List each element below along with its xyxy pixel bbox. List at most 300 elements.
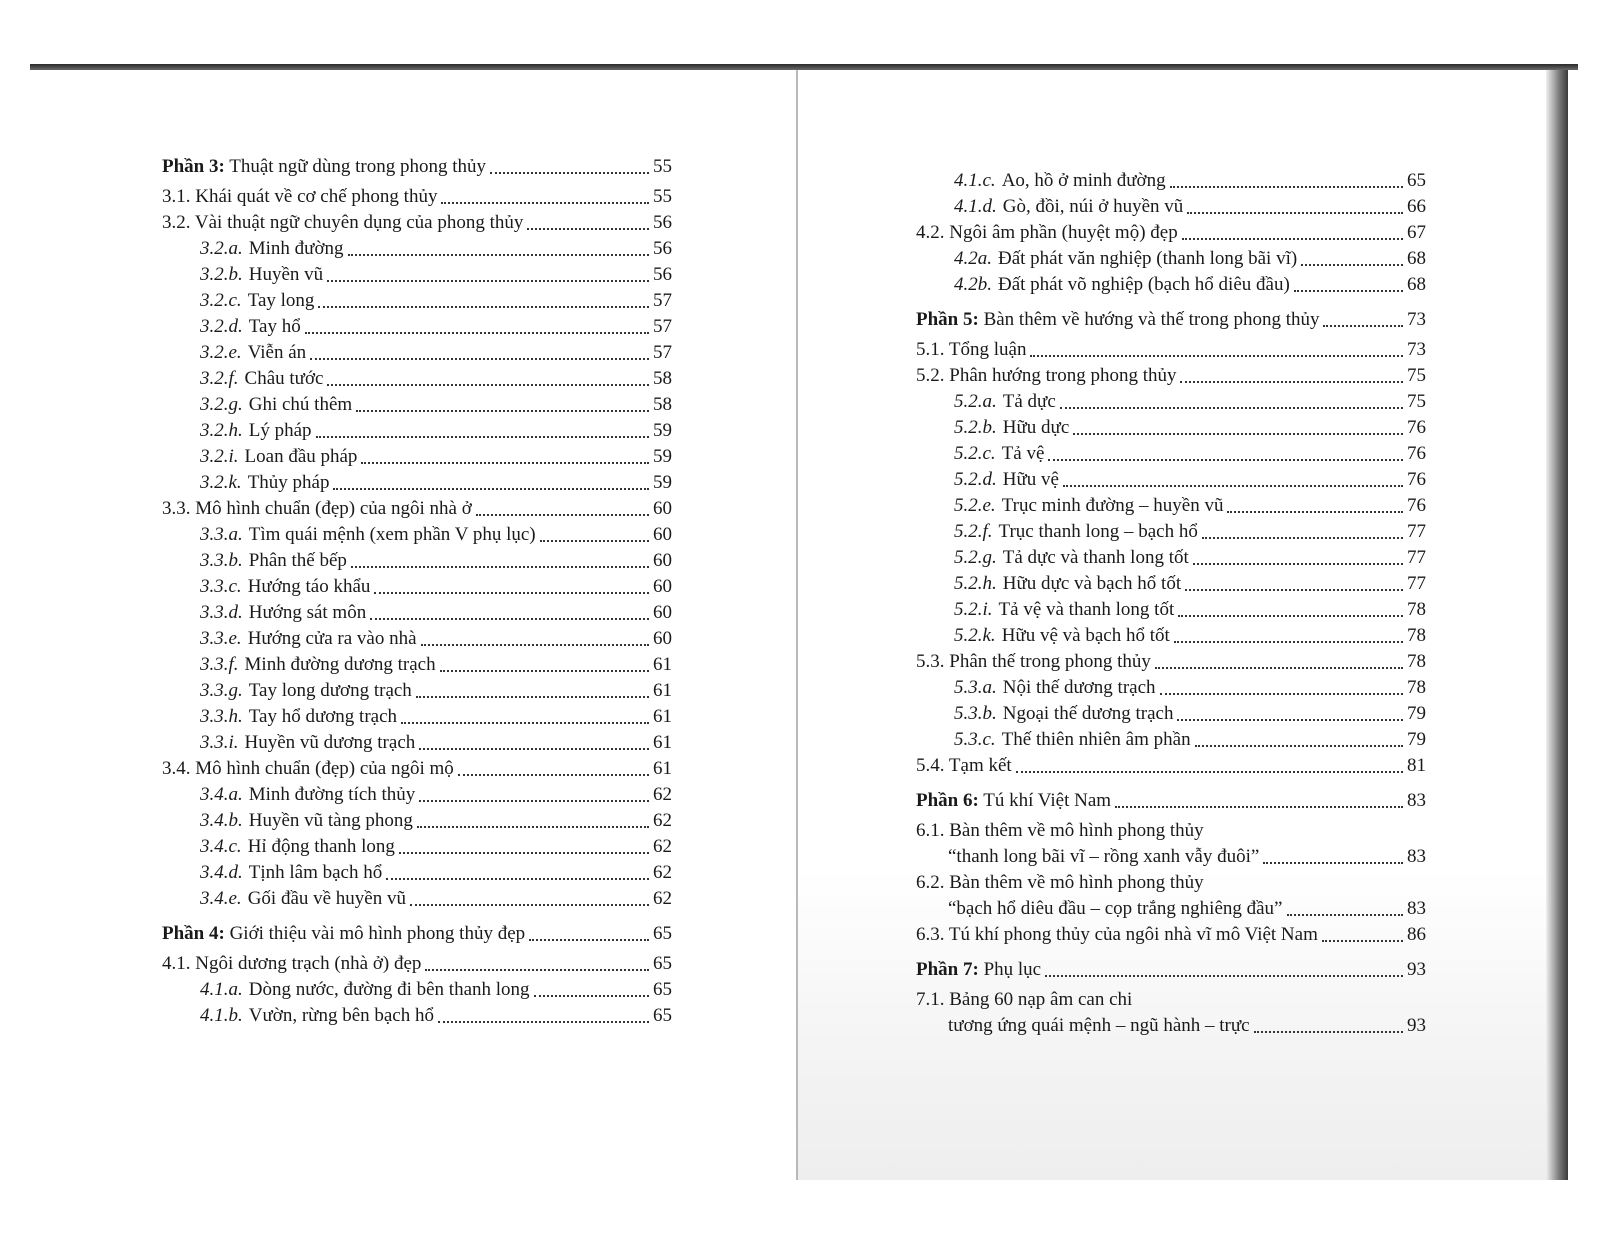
toc-entry-label — [954, 675, 1156, 701]
dot-leader — [1263, 862, 1403, 864]
dot-leader — [327, 280, 649, 282]
toc-entry-number: 3.3.a. — [200, 524, 243, 545]
toc-page-number: 73 — [1407, 309, 1426, 330]
toc-entry-label — [162, 756, 454, 782]
toc-page-number: 60 — [653, 524, 672, 545]
toc-entry-label — [200, 808, 413, 834]
toc-page-number: 56 — [653, 264, 672, 285]
dot-leader — [410, 904, 649, 906]
toc-entry-title: Trục minh đường – huyền vũ — [1001, 495, 1224, 516]
toc-page-number: 86 — [1407, 924, 1426, 945]
toc-entry-title: Thủy pháp — [247, 472, 330, 493]
toc-page-number: 83 — [1407, 898, 1426, 919]
toc-entry-title: 3.4. Mô hình chuẩn (đẹp) của ngôi mộ — [162, 758, 454, 779]
toc-entry-title: Dòng nước, đường đi bên thanh long — [248, 979, 530, 1000]
toc-page-number: 62 — [653, 888, 672, 909]
dot-leader — [399, 852, 649, 854]
toc-entry — [162, 548, 672, 574]
dot-leader — [540, 540, 649, 542]
toc-entry-title: Vườn, rừng bên bạch hổ — [248, 1005, 434, 1026]
dot-leader — [1182, 238, 1403, 240]
toc-entry — [916, 220, 1426, 246]
toc-entry-label — [200, 288, 314, 314]
dot-leader — [318, 306, 649, 308]
toc-entry-label — [200, 886, 406, 912]
toc-entry — [916, 441, 1426, 467]
toc-entry-number: 4.1.c. — [954, 170, 996, 191]
toc-entry-title: Hữu vệ và bạch hổ tốt — [1001, 625, 1170, 646]
toc-entry-number: 3.3.e. — [200, 628, 242, 649]
toc-entry-number: 4.2a. — [954, 248, 992, 269]
toc-entry-label — [954, 545, 1189, 571]
toc-page-number: 93 — [1407, 959, 1426, 980]
toc-entry — [162, 756, 672, 782]
dot-leader — [425, 969, 649, 971]
toc-entry-number: 3.2.h. — [200, 420, 243, 441]
toc-entry — [162, 834, 672, 860]
dot-leader — [1294, 290, 1403, 292]
toc-entry-number: 3.2.k. — [200, 472, 242, 493]
toc-part-heading — [162, 921, 672, 947]
toc-entry-label — [916, 957, 1041, 983]
toc-entry — [162, 951, 672, 977]
toc-entry-label — [916, 922, 1318, 948]
toc-entry — [162, 366, 672, 392]
dot-leader — [1187, 212, 1403, 214]
toc-entry-label — [954, 623, 1170, 649]
toc-entry-title: 3.1. Khái quát về cơ chế phong thủy — [162, 186, 438, 207]
toc-entry — [916, 818, 1426, 870]
toc-entry-title: Tả vệ — [1001, 443, 1045, 464]
toc-entry-title: Viễn án — [247, 342, 307, 363]
toc-page-number: 61 — [653, 680, 672, 701]
toc-entry-title: Phụ lục — [978, 959, 1042, 980]
toc-page-number: 65 — [653, 923, 672, 944]
dot-leader — [361, 462, 649, 464]
right-page — [796, 70, 1568, 1180]
toc-entry-label — [200, 262, 323, 288]
toc-entry-label — [162, 951, 421, 977]
dot-leader — [348, 254, 649, 256]
toc-page-number: 57 — [653, 316, 672, 337]
toc-entry — [916, 168, 1426, 194]
toc-entry-title: Tay long dương trạch — [248, 680, 412, 701]
toc-entry-number: 3.4.a. — [200, 784, 243, 805]
toc-entry-title: Thuật ngữ dùng trong phong thủy — [224, 156, 486, 177]
toc-entry-number: 4.2b. — [954, 274, 992, 295]
toc-entry-label — [200, 860, 382, 886]
toc-entry-number: 3.4.e. — [200, 888, 242, 909]
toc-entry-number: 3.3.d. — [200, 602, 243, 623]
dot-leader — [356, 410, 649, 412]
toc-entry-number: Phần 3: — [162, 156, 225, 177]
dot-leader — [1177, 719, 1403, 721]
toc-entry — [916, 623, 1426, 649]
toc-page-number: 60 — [653, 576, 672, 597]
toc-entry — [162, 210, 672, 236]
toc-entry — [162, 236, 672, 262]
toc-page-number: 76 — [1407, 443, 1426, 464]
toc-entry-title: Tay hổ dương trạch — [248, 706, 398, 727]
toc-part-heading — [916, 957, 1426, 983]
toc-entry — [162, 184, 672, 210]
dot-leader — [1301, 264, 1403, 266]
toc-page-number: 75 — [1407, 391, 1426, 412]
toc-entry-label — [162, 184, 437, 210]
toc-entry — [162, 652, 672, 678]
toc-entry-line2 — [916, 896, 1426, 922]
toc-page-number: 77 — [1407, 547, 1426, 568]
toc-page-number: 57 — [653, 342, 672, 363]
toc-entry — [916, 571, 1426, 597]
toc-page-number: 77 — [1407, 521, 1426, 542]
toc-page-number: 66 — [1407, 196, 1426, 217]
toc-entry-title: Hữu dực — [1002, 417, 1070, 438]
toc-page-number: 61 — [653, 706, 672, 727]
toc-page-number: 60 — [653, 498, 672, 519]
toc-page-number: 67 — [1407, 222, 1426, 243]
toc-entry-number: 5.3.b. — [954, 703, 997, 724]
toc-entry-label — [200, 392, 352, 418]
toc-entry — [162, 886, 672, 912]
toc-entry — [162, 704, 672, 730]
toc-entry-number: 3.2.i. — [200, 446, 239, 467]
dot-leader — [351, 566, 649, 568]
toc-entry-number: 5.2.d. — [954, 469, 997, 490]
toc-entry-title: 5.3. Phân thế trong phong thủy — [916, 651, 1151, 672]
dot-leader — [1115, 806, 1403, 808]
toc-entry-label — [200, 418, 312, 444]
toc-entry-number: 3.2.e. — [200, 342, 242, 363]
dot-leader — [419, 748, 649, 750]
dot-leader — [417, 826, 649, 828]
toc-entry-title: Minh đường — [248, 238, 344, 259]
toc-page-number: 73 — [1407, 339, 1426, 360]
toc-entry-label — [200, 678, 412, 704]
toc-entry-number: 5.3.a. — [954, 677, 997, 698]
dot-leader — [440, 670, 649, 672]
toc-entry — [162, 392, 672, 418]
toc-entry-number: Phần 7: — [916, 959, 979, 980]
toc-entry-label — [954, 597, 1174, 623]
toc-entry-title: Tịnh lâm bạch hổ — [248, 862, 383, 883]
toc-entry-title: Phân thế bếp — [248, 550, 347, 571]
toc-entry-label — [916, 363, 1176, 389]
toc-page-number: 56 — [653, 238, 672, 259]
toc-page-number: 78 — [1407, 599, 1426, 620]
toc-entry-number: 3.3.i. — [200, 732, 239, 753]
toc-entry — [916, 545, 1426, 571]
toc-entry-number: 5.2.e. — [954, 495, 996, 516]
toc-entry-title: 7.1. Bảng 60 nạp âm can chi — [916, 989, 1133, 1010]
toc-page-number: 68 — [1407, 248, 1426, 269]
toc-entry-line2 — [916, 844, 1426, 870]
toc-entry — [916, 870, 1426, 922]
toc-page-number: 60 — [653, 550, 672, 571]
dot-leader — [476, 514, 649, 516]
toc-entry-label — [954, 571, 1181, 597]
toc-entry — [162, 574, 672, 600]
toc-entry-title: Minh đường dương trạch — [244, 654, 436, 675]
toc-entry-title: Hướng sát môn — [248, 602, 367, 623]
toc-entry-title: Ghi chú thêm — [248, 394, 353, 415]
toc-page-number: 65 — [653, 979, 672, 1000]
toc-page-number: 77 — [1407, 573, 1426, 594]
toc-entry-label — [954, 493, 1223, 519]
toc-entry-number: 3.2.a. — [200, 238, 243, 259]
toc-entry-title: Hướng cửa ra vào nhà — [247, 628, 417, 649]
toc-entry-title: Tay hổ — [248, 316, 301, 337]
toc-entry — [162, 626, 672, 652]
dot-leader — [401, 722, 649, 724]
toc-entry — [162, 678, 672, 704]
toc-entry-label — [916, 788, 1111, 814]
toc-part-heading — [162, 154, 672, 180]
left-page — [30, 70, 794, 1180]
toc-entry-title: 4.1. Ngôi dương trạch (nhà ở) đẹp — [162, 953, 422, 974]
toc-page-number: 61 — [653, 654, 672, 675]
dot-leader — [1030, 355, 1403, 357]
toc-entry-label — [200, 730, 415, 756]
toc-entry-number: 5.2.k. — [954, 625, 996, 646]
dot-leader — [1193, 563, 1403, 565]
toc-entry-number: 4.1.b. — [200, 1005, 243, 1026]
toc-entry-label — [200, 236, 344, 262]
toc-entry-title: Thế thiên nhiên âm phần — [1001, 729, 1191, 750]
toc-entry-number: 5.2.c. — [954, 443, 996, 464]
toc-entry-label — [954, 519, 1198, 545]
toc-entry — [916, 597, 1426, 623]
toc-entry-label — [954, 441, 1044, 467]
dot-leader — [333, 488, 649, 490]
toc-page-number: 56 — [653, 212, 672, 233]
toc-entry-label — [916, 220, 1178, 246]
toc-entry-number: 3.3.b. — [200, 550, 243, 571]
toc-entry-label — [916, 649, 1151, 675]
toc-entry-number: 5.2.i. — [954, 599, 993, 620]
dot-leader — [1178, 615, 1403, 617]
toc-entry — [916, 363, 1426, 389]
toc-entry-label — [200, 444, 357, 470]
toc-entry-line2 — [916, 1013, 1426, 1039]
dot-leader — [490, 172, 649, 174]
toc-entry — [162, 262, 672, 288]
toc-entry — [916, 337, 1426, 363]
toc-entry-number: 3.2.g. — [200, 394, 243, 415]
dot-leader — [419, 800, 649, 802]
toc-entry-number: 3.4.b. — [200, 810, 243, 831]
dot-leader — [534, 995, 649, 997]
toc-page-number: 76 — [1407, 417, 1426, 438]
toc-entry-label — [200, 977, 530, 1003]
toc-page-number: 65 — [1407, 170, 1426, 191]
toc-page-number: 62 — [653, 836, 672, 857]
toc-entry-label — [200, 704, 397, 730]
toc-page-number: 78 — [1407, 625, 1426, 646]
toc-entry — [916, 415, 1426, 441]
toc-entry-number: 4.1.d. — [954, 196, 997, 217]
dot-leader — [1323, 325, 1403, 327]
toc-entry-number: 4.1.a. — [200, 979, 243, 1000]
toc-entry-title: 4.2. Ngôi âm phần (huyệt mộ) đẹp — [916, 222, 1178, 243]
toc-entry-label — [200, 366, 323, 392]
toc-entry-label — [200, 782, 415, 808]
toc-entry — [916, 675, 1426, 701]
toc-entry-number: 3.3.f. — [200, 654, 239, 675]
toc-page-number: 59 — [653, 472, 672, 493]
toc-entry — [162, 600, 672, 626]
dot-leader — [458, 774, 649, 776]
toc-entry-title: Hướng táo khẩu — [247, 576, 371, 597]
toc-entry-label — [200, 470, 329, 496]
toc-entry-number: Phần 4: — [162, 923, 225, 944]
toc-part-heading — [916, 788, 1426, 814]
dot-leader — [1185, 589, 1403, 591]
toc-page-number: 83 — [1407, 846, 1426, 867]
dot-leader — [1195, 745, 1403, 747]
toc-entry-title: 3.2. Vài thuật ngữ chuyên dụng của phong thủy — [162, 212, 524, 233]
toc-entry-title: Gò, đồi, núi ở huyền vũ — [1002, 196, 1184, 217]
toc-entry — [162, 444, 672, 470]
toc-entry-label — [200, 574, 370, 600]
dot-leader — [1180, 381, 1403, 383]
dot-leader — [1170, 186, 1403, 188]
toc-entry — [916, 246, 1426, 272]
toc-entry-label — [954, 467, 1059, 493]
dot-leader — [1202, 537, 1403, 539]
toc-entry-label — [954, 389, 1056, 415]
dot-leader — [1287, 914, 1404, 916]
toc-entry-title: Giới thiệu vài mô hình phong thủy đẹp — [224, 923, 526, 944]
toc-entry-title: Tú khí Việt Nam — [978, 790, 1112, 811]
toc-page-number: 55 — [653, 156, 672, 177]
toc-part-heading — [916, 307, 1426, 333]
toc-entry-title: 5.4. Tạm kết — [916, 755, 1012, 776]
dot-leader — [386, 878, 649, 880]
dot-leader — [327, 384, 649, 386]
toc-page-number: 61 — [653, 758, 672, 779]
toc-entry-label — [916, 753, 1012, 779]
toc-entry-number: 3.3.c. — [200, 576, 242, 597]
toc-page-number: 78 — [1407, 651, 1426, 672]
toc-entry-label — [200, 548, 347, 574]
toc-list-right — [916, 168, 1426, 1039]
dot-leader — [1048, 459, 1403, 461]
toc-list-left — [162, 154, 672, 1029]
toc-entry-title: Ngoại thế dương trạch — [1002, 703, 1174, 724]
toc-entry-label — [200, 522, 536, 548]
toc-page-number: 79 — [1407, 729, 1426, 750]
toc-page-number: 76 — [1407, 495, 1426, 516]
toc-entry — [916, 467, 1426, 493]
toc-entry — [916, 753, 1426, 779]
toc-entry — [916, 519, 1426, 545]
toc-page-number: 78 — [1407, 677, 1426, 698]
dot-leader — [441, 202, 649, 204]
toc-entry-label — [954, 415, 1069, 441]
dot-leader — [1016, 771, 1403, 773]
toc-entry-title: Đất phát văn nghiệp (thanh long bãi vĩ) — [998, 248, 1298, 269]
toc-entry-title: Huyền vũ — [248, 264, 324, 285]
dot-leader — [527, 228, 649, 230]
toc-entry-label — [954, 194, 1183, 220]
toc-entry — [916, 194, 1426, 220]
toc-entry — [162, 496, 672, 522]
toc-entry-label — [162, 921, 525, 947]
dot-leader — [1060, 407, 1403, 409]
toc-entry-label — [200, 626, 417, 652]
toc-page-number: 58 — [653, 368, 672, 389]
toc-page-number: 58 — [653, 394, 672, 415]
toc-entry — [162, 860, 672, 886]
dot-leader — [529, 939, 649, 941]
toc-entry-label — [954, 727, 1191, 753]
toc-entry-number: 3.3.g. — [200, 680, 243, 701]
toc-entry-label — [200, 600, 366, 626]
toc-page-number: 65 — [653, 953, 672, 974]
toc-entry-label — [954, 168, 1166, 194]
toc-page-number: 81 — [1407, 755, 1426, 776]
toc-entry — [916, 701, 1426, 727]
toc-entry-number: 3.2.b. — [200, 264, 243, 285]
toc-entry-label — [162, 210, 523, 236]
toc-entry-title: Nội thế dương trạch — [1002, 677, 1156, 698]
toc-entry-title: 6.2. Bàn thêm về mô hình phong thủy — [916, 872, 1204, 893]
toc-entry-label — [200, 340, 306, 366]
toc-entry-title: Gối đầu về huyền vũ — [247, 888, 406, 909]
toc-entry — [916, 727, 1426, 753]
toc-entry-label — [200, 652, 436, 678]
dot-leader — [1063, 485, 1403, 487]
dot-leader — [421, 644, 649, 646]
toc-entry-label — [954, 701, 1173, 727]
toc-entry-title: Loan đầu pháp — [244, 446, 358, 467]
toc-page-number: 57 — [653, 290, 672, 311]
toc-entry — [916, 272, 1426, 298]
toc-entry-label — [162, 154, 486, 180]
toc-entry-number: 3.2.f. — [200, 368, 239, 389]
toc-entry-number: 5.2.f. — [954, 521, 993, 542]
dot-leader — [370, 618, 649, 620]
dot-leader — [374, 592, 649, 594]
toc-entry-number: 3.2.c. — [200, 290, 242, 311]
dot-leader — [1045, 975, 1403, 977]
toc-entry-title: Đất phát võ nghiệp (bạch hổ diêu đầu) — [998, 274, 1290, 295]
dot-leader — [1322, 940, 1403, 942]
toc-entry-title: Tả dực — [1002, 391, 1056, 412]
toc-entry — [162, 782, 672, 808]
toc-page-number: 61 — [653, 732, 672, 753]
toc-entry-title: 5.1. Tổng luận — [916, 339, 1027, 360]
toc-entry — [916, 493, 1426, 519]
dot-leader — [1160, 693, 1403, 695]
toc-entry — [916, 922, 1426, 948]
toc-page-number: 59 — [653, 420, 672, 441]
toc-page-number: 79 — [1407, 703, 1426, 724]
toc-page-number: 76 — [1407, 469, 1426, 490]
toc-page-number: 83 — [1407, 790, 1426, 811]
dot-leader — [305, 332, 649, 334]
toc-entry — [162, 977, 672, 1003]
toc-entry-title: 3.3. Mô hình chuẩn (đẹp) của ngôi nhà ở — [162, 498, 472, 519]
toc-entry — [916, 389, 1426, 415]
toc-entry-title: Hữu dực và bạch hổ tốt — [1002, 573, 1182, 594]
toc-entry-title: Tìm quái mệnh (xem phần V phụ lục) — [248, 524, 536, 545]
toc-entry-title: Tay long — [247, 290, 315, 311]
toc-entry — [162, 340, 672, 366]
toc-entry-number: Phần 6: — [916, 790, 979, 811]
toc-entry-label — [916, 307, 1319, 333]
